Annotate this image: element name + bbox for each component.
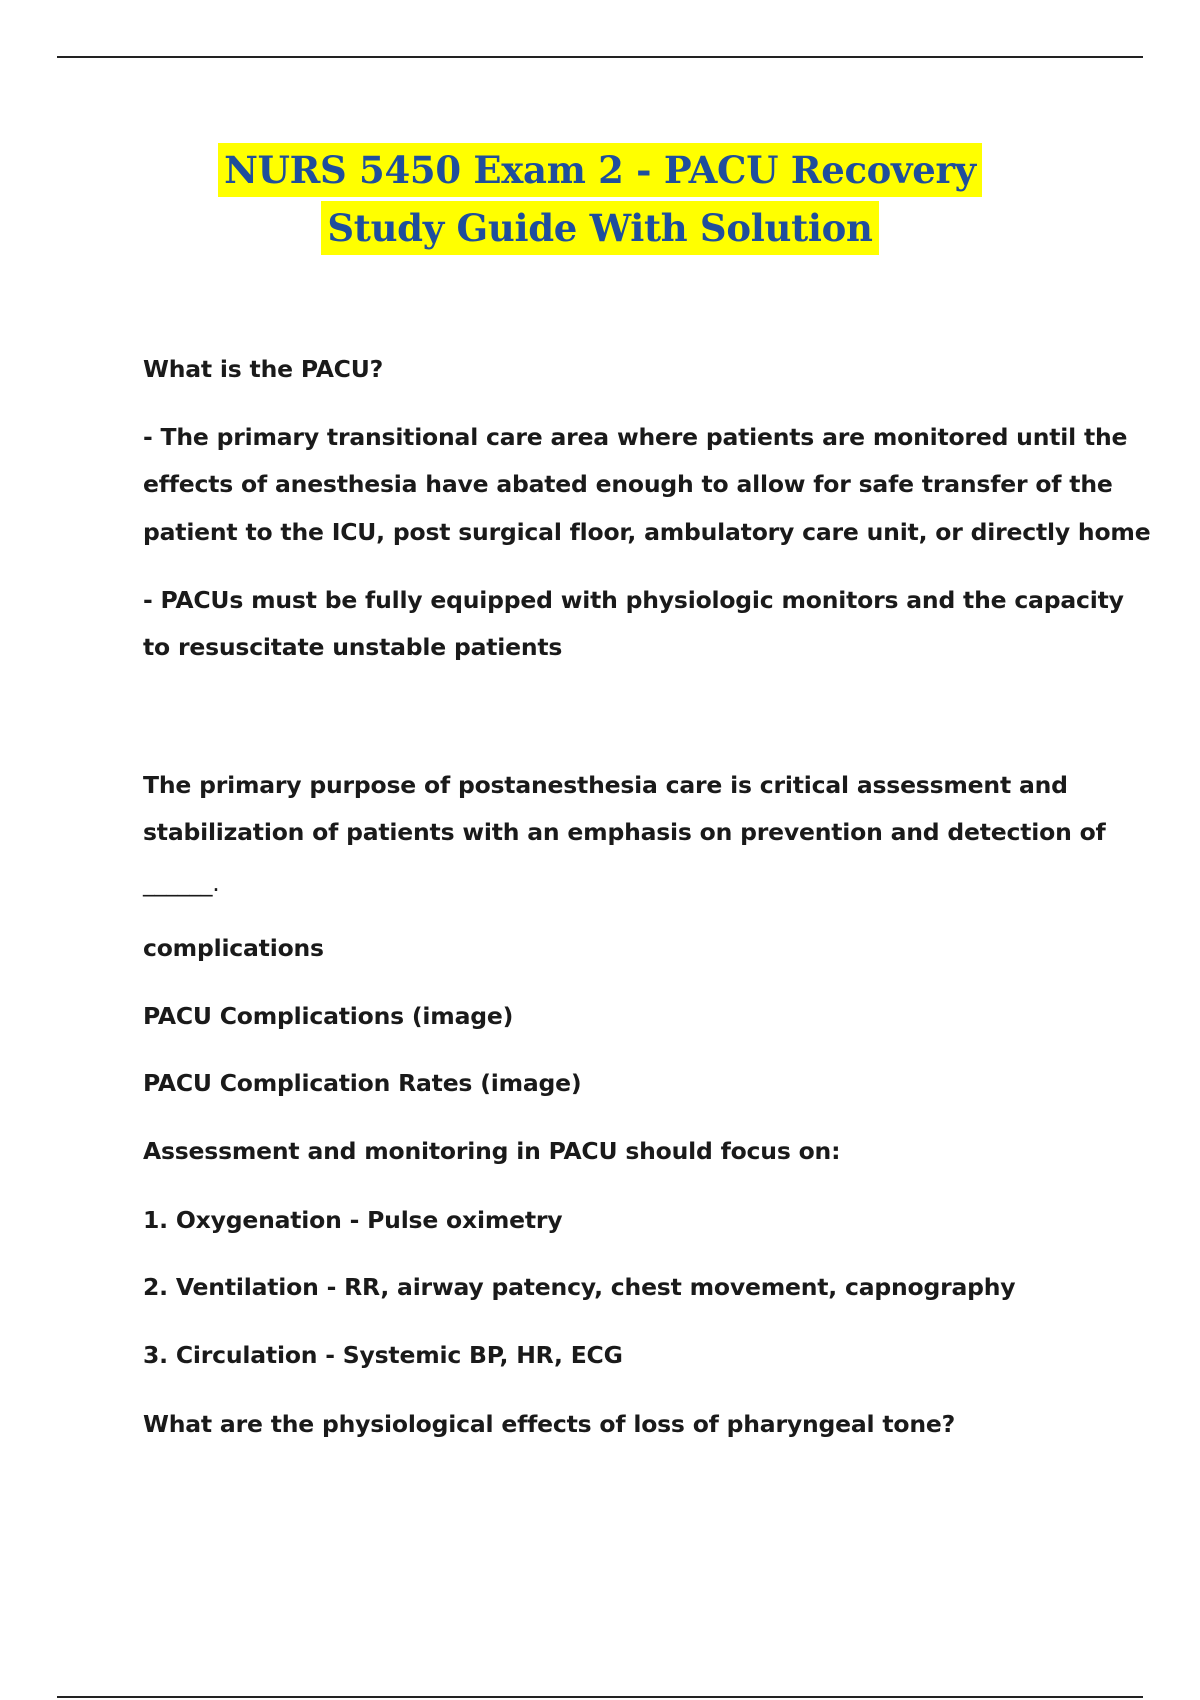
title-line-1: NURS 5450 Exam 2 - PACU Recovery (218, 143, 982, 197)
list-item-circulation: 3. Circulation - Systemic BP, HR, ECG (143, 1341, 623, 1369)
answer-pacu-line-3: patient to the ICU, post surgical floor, ambulatory care unit, or directly home (143, 518, 1151, 546)
document-title (0, 143, 1200, 259)
question-primary-purpose-line-2: stabilization of patients with an emphasis on prevention and detection of (143, 818, 1106, 846)
question-primary-purpose-line-1: The primary purpose of postanesthesia care is critical assessment and (143, 771, 1068, 799)
answer-complications: complications (143, 934, 324, 962)
item-pacu-complications: PACU Complications (image) (143, 1002, 514, 1030)
list-item-ventilation: 2. Ventilation - RR, airway patency, chest movement, capnography (143, 1273, 1016, 1301)
question-pharyngeal-tone: What are the physiological effects of loss of pharyngeal tone? (143, 1410, 956, 1438)
question-primary-purpose-blank: ______. (143, 869, 220, 897)
answer-pacu-equipment-line-2: to resuscitate unstable patients (143, 633, 563, 661)
answer-pacu-line-2: effects of anesthesia have abated enough to allow for safe transfer of the (143, 470, 1113, 498)
title-line-2: Study Guide With Solution (321, 201, 878, 255)
header-rule (57, 56, 1143, 58)
question-what-is-pacu: What is the PACU? (143, 355, 384, 383)
answer-pacu-equipment-line-1: - PACUs must be fully equipped with physiologic monitors and the capacity (143, 586, 1124, 614)
question-assessment-focus: Assessment and monitoring in PACU should focus on: (143, 1137, 841, 1165)
answer-pacu-line-1: - The primary transitional care area where patients are monitored until the (143, 423, 1128, 451)
footer-rule (57, 1696, 1143, 1698)
item-pacu-complication-rates: PACU Complication Rates (image) (143, 1069, 582, 1097)
list-item-oxygenation: 1. Oxygenation - Pulse oximetry (143, 1206, 563, 1234)
